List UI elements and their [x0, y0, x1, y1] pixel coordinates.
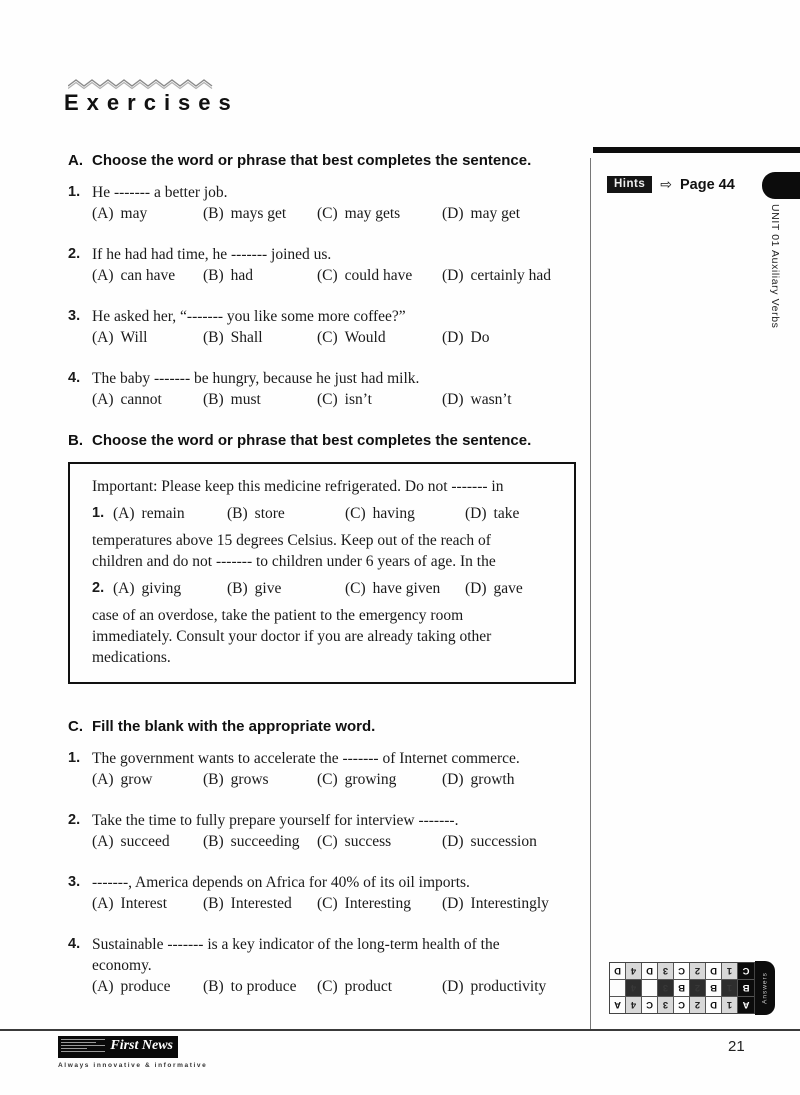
question-text — [92, 182, 228, 203]
section-B — [68, 430, 576, 684]
option-D — [442, 893, 576, 914]
question-text-line — [68, 368, 576, 389]
option-C — [317, 265, 442, 286]
passage-line: medications. — [92, 649, 171, 666]
question — [68, 810, 576, 852]
option-C — [317, 389, 442, 410]
sidebar-top-rule — [593, 147, 800, 153]
answer-cell: 1 — [722, 963, 737, 979]
section-heading — [68, 430, 576, 451]
question-number: 2. — [68, 812, 81, 828]
option-text: growing — [344, 771, 397, 788]
option-text: Interesting — [344, 895, 411, 912]
answer-cell: 1 — [722, 997, 737, 1013]
option-letter: (C) — [317, 391, 338, 408]
question-number: 1. — [92, 505, 105, 521]
hints-page-ref: Page 44 — [679, 176, 735, 193]
option-letter: (D) — [442, 833, 464, 850]
option-text: store — [254, 505, 285, 522]
options-row — [113, 578, 560, 599]
question-text — [92, 748, 520, 769]
option-text: success — [344, 833, 392, 850]
option-text: Do — [470, 329, 490, 346]
question-text-line-1: The government wants to accelerate the ------- of Internet commerce. — [92, 750, 520, 767]
option-letter: (D) — [442, 205, 464, 222]
option-text: could have — [344, 267, 413, 284]
option-text: growth — [470, 771, 515, 788]
option-letter: (B) — [227, 505, 248, 522]
answer-cell: B — [674, 980, 689, 996]
option-text: productivity — [470, 978, 547, 995]
sidebar-divider — [590, 158, 591, 1030]
option-letter: (C) — [317, 833, 338, 850]
option-letter: (A) — [92, 895, 114, 912]
option-letter: (C) — [345, 580, 366, 597]
option-letter: (A) — [92, 771, 114, 788]
option-letter: (D) — [465, 505, 487, 522]
answer-cell: D — [610, 963, 625, 979]
option-letter: (A) — [113, 580, 135, 597]
section-C — [68, 716, 576, 997]
answer-cell: 3 — [658, 997, 673, 1013]
options-indent — [92, 831, 576, 852]
question — [68, 244, 576, 286]
section-A — [68, 150, 576, 410]
passage-line: case of an overdose, take the patient to the emergency room — [92, 607, 464, 624]
options-indent — [92, 203, 576, 224]
answer-cell: 4 — [626, 980, 641, 996]
option-letter: (C) — [317, 978, 338, 995]
question-text-line-2: economy. — [92, 957, 152, 974]
option-text: remain — [141, 505, 185, 522]
question-number: 1. — [68, 750, 81, 766]
option-C — [317, 327, 442, 348]
option-A — [113, 578, 227, 599]
option-C — [317, 831, 442, 852]
option-letter: (A) — [92, 205, 114, 222]
option-text: certainly had — [470, 267, 552, 284]
option-letter: (C) — [317, 267, 338, 284]
option-text: isn’t — [344, 391, 372, 408]
publisher-logo — [58, 1036, 178, 1058]
question-number: 1. — [68, 184, 81, 200]
options-row — [92, 203, 576, 224]
option-text: Would — [344, 329, 386, 346]
answer-cell: 2 — [690, 997, 705, 1013]
footer-rule — [0, 1029, 800, 1031]
option-text: had — [230, 267, 254, 284]
option-text: have given — [372, 580, 441, 597]
answer-cell: D — [642, 963, 657, 979]
option-letter: (A) — [92, 267, 114, 284]
question-text-line — [68, 182, 576, 203]
option-text: give — [254, 580, 282, 597]
question — [68, 368, 576, 410]
option-letter: (A) — [92, 391, 114, 408]
option-text: Will — [120, 329, 148, 346]
question-text-line — [68, 244, 576, 265]
option-B — [227, 503, 345, 524]
answer-key-grid — [609, 962, 755, 1014]
option-C — [317, 769, 442, 790]
question-text-line — [68, 934, 576, 976]
option-letter: (D) — [442, 978, 464, 995]
option-A — [92, 893, 203, 914]
hints-row — [607, 176, 735, 193]
option-C — [317, 976, 442, 997]
answer-cell — [610, 980, 625, 996]
question-text-line-1: Take the time to fully prepare yourself for interview -------. — [92, 812, 459, 829]
section-title: Choose the word or phrase that best completes the sentence. — [92, 152, 532, 169]
option-letter: (D) — [442, 771, 464, 788]
question-text — [92, 368, 419, 389]
option-text: to produce — [230, 978, 297, 995]
question — [68, 872, 576, 914]
option-letter: (D) — [465, 580, 487, 597]
question-number: 3. — [68, 874, 81, 890]
option-letter: (C) — [345, 505, 366, 522]
option-D — [442, 327, 576, 348]
option-D — [465, 578, 560, 599]
section-title: Fill the blank with the appropriate word. — [92, 718, 376, 735]
option-B — [203, 831, 317, 852]
option-D — [442, 203, 576, 224]
option-C — [317, 203, 442, 224]
option-A — [92, 831, 203, 852]
answer-cell — [642, 980, 657, 996]
option-text: Interested — [230, 895, 292, 912]
options-row — [92, 327, 576, 348]
option-letter: (B) — [227, 580, 248, 597]
question-text-line-1: He ------- a better job. — [92, 184, 228, 201]
exercise-content — [68, 150, 576, 1017]
passage-text — [92, 476, 560, 497]
option-letter: (C) — [317, 771, 338, 788]
options-indent — [92, 769, 576, 790]
question-text-line — [68, 748, 576, 769]
question-text-line — [68, 306, 576, 327]
options-row — [113, 503, 560, 524]
answer-key-tab-label: Answers — [761, 972, 769, 1004]
option-letter: (D) — [442, 329, 464, 346]
option-text: take — [493, 505, 520, 522]
question-text-line-1: If he had had time, he ------- joined us. — [92, 246, 332, 263]
option-letter: (D) — [442, 267, 464, 284]
option-letter: (A) — [92, 978, 114, 995]
option-text: grow — [120, 771, 153, 788]
option-letter: (B) — [203, 895, 224, 912]
option-letter: (A) — [113, 505, 135, 522]
question-text-line — [68, 872, 576, 893]
option-text: may — [120, 205, 148, 222]
option-text: succeed — [120, 833, 170, 850]
option-text: cannot — [120, 391, 162, 408]
option-text: Shall — [230, 329, 263, 346]
passage-line: temperatures above 15 degrees Celsius. Keep out of the reach of — [92, 532, 491, 549]
option-text: grows — [230, 771, 269, 788]
answer-key-tab — [755, 961, 775, 1015]
option-letter: (B) — [203, 329, 224, 346]
option-letter: (B) — [203, 833, 224, 850]
answer-cell: C — [674, 997, 689, 1013]
answer-cell: 4 — [626, 963, 641, 979]
option-text: product — [344, 978, 393, 995]
option-B — [203, 327, 317, 348]
option-text: can have — [120, 267, 176, 284]
answer-cell: D — [706, 997, 721, 1013]
question-text — [92, 872, 470, 893]
answer-cell: 1 — [722, 980, 737, 996]
question-number: 4. — [68, 370, 81, 386]
question-number: 2. — [68, 246, 81, 262]
page-number: 21 — [728, 1038, 745, 1055]
question-number: 3. — [68, 308, 81, 324]
option-A — [92, 327, 203, 348]
option-letter: (D) — [442, 895, 464, 912]
question-text-line-1: The baby ------- be hungry, because he just had milk. — [92, 370, 420, 387]
passage-text — [92, 605, 560, 668]
options-row — [92, 265, 576, 286]
option-text: giving — [141, 580, 182, 597]
passage-line: immediately. Consult your doctor if you are already taking other — [92, 628, 492, 645]
question-text-line-1: Sustainable ------- is a key indicator of the long-term health of the — [92, 936, 500, 953]
page-title: Exercises — [64, 90, 239, 115]
option-text: may gets — [344, 205, 401, 222]
passage-line: children and do not ------- to children under 6 years of age. In the — [92, 553, 496, 570]
passage-text — [92, 530, 560, 572]
option-text: Interest — [120, 895, 168, 912]
answer-key — [609, 961, 775, 1015]
options-indent — [92, 389, 576, 410]
option-B — [203, 893, 317, 914]
option-C — [345, 578, 465, 599]
option-B — [203, 976, 317, 997]
option-C — [317, 893, 442, 914]
section-heading — [68, 150, 576, 171]
option-A — [92, 389, 203, 410]
option-A — [92, 265, 203, 286]
options-indent — [92, 265, 576, 286]
option-C — [345, 503, 465, 524]
answer-cell: 2 — [690, 963, 705, 979]
option-text: may get — [470, 205, 521, 222]
option-text: wasn’t — [470, 391, 512, 408]
hints-badge: Hints — [607, 176, 652, 193]
option-A — [92, 203, 203, 224]
question-number: 2. — [92, 580, 105, 596]
question-text — [92, 244, 331, 265]
option-text: Interestingly — [470, 895, 549, 912]
option-letter: (A) — [92, 329, 114, 346]
option-B — [203, 389, 317, 410]
option-letter: (D) — [442, 391, 464, 408]
passage-box — [68, 462, 576, 684]
option-text: succeeding — [230, 833, 300, 850]
options-indent — [92, 976, 576, 997]
option-text: gave — [493, 580, 523, 597]
question — [68, 182, 576, 224]
option-A — [92, 769, 203, 790]
section-letter: C. — [68, 718, 83, 735]
option-B — [227, 578, 345, 599]
question — [68, 748, 576, 790]
option-text: succession — [470, 833, 537, 850]
passage-line: Important: Please keep this medicine refrigerated. Do not ------- in — [92, 478, 504, 495]
option-D — [442, 976, 576, 997]
options-row — [92, 831, 576, 852]
option-A — [92, 976, 203, 997]
answer-row-letter: A — [738, 997, 754, 1013]
answer-cell: D — [706, 963, 721, 979]
option-letter: (A) — [92, 833, 114, 850]
option-letter: (B) — [203, 267, 224, 284]
option-D — [442, 831, 576, 852]
answer-cell: A — [610, 997, 625, 1013]
option-text: having — [372, 505, 415, 522]
section-title: Choose the word or phrase that best completes the sentence. — [92, 432, 532, 449]
option-letter: (B) — [203, 205, 224, 222]
question-text-line — [68, 810, 576, 831]
unit-tab — [762, 172, 800, 199]
options-row — [92, 893, 576, 914]
answer-cell: 3 — [658, 963, 673, 979]
options-indent — [92, 327, 576, 348]
option-B — [203, 265, 317, 286]
options-row — [92, 976, 576, 997]
option-text: produce — [120, 978, 171, 995]
option-D — [442, 389, 576, 410]
question-text-line-1: He asked her, “------- you like some more coffee?” — [92, 308, 406, 325]
question-text — [92, 810, 458, 831]
section-letter: A. — [68, 152, 83, 169]
option-letter: (B) — [203, 978, 224, 995]
options-row — [92, 389, 576, 410]
option-D — [465, 503, 560, 524]
unit-label: UNIT 01 Auxiliary Verbs — [769, 204, 781, 329]
option-D — [442, 769, 576, 790]
zigzag-decoration — [68, 78, 218, 90]
answer-cell: C — [674, 963, 689, 979]
question-text — [92, 306, 406, 327]
option-letter: (C) — [317, 205, 338, 222]
question — [68, 306, 576, 348]
answer-row-letter: B — [738, 980, 754, 996]
section-letter: B. — [68, 432, 83, 449]
section-heading — [68, 716, 576, 737]
question-number: 4. — [68, 936, 81, 952]
answer-row-letter: C — [738, 963, 754, 979]
question-text — [92, 934, 500, 976]
logo-lines — [61, 1039, 105, 1052]
option-letter: (C) — [317, 895, 338, 912]
logo-text: First News — [110, 1038, 173, 1053]
option-B — [203, 203, 317, 224]
arrow-right-icon: ⇨ — [660, 176, 672, 193]
option-text: mays get — [230, 205, 287, 222]
passage-question — [92, 578, 560, 599]
answer-cell: 3 — [658, 980, 673, 996]
answer-cell: 2 — [690, 980, 705, 996]
answer-cell: 4 — [626, 997, 641, 1013]
answer-cell: C — [642, 997, 657, 1013]
option-B — [203, 769, 317, 790]
option-letter: (B) — [203, 771, 224, 788]
publisher-tagline: Always innovative & informative — [58, 1062, 208, 1069]
options-row — [92, 769, 576, 790]
question-text-line-1: -------, America depends on Africa for 40% of its oil imports. — [92, 874, 470, 891]
question — [68, 934, 576, 997]
options-indent — [92, 893, 576, 914]
option-letter: (C) — [317, 329, 338, 346]
option-D — [442, 265, 576, 286]
option-letter: (B) — [203, 391, 224, 408]
passage-question — [92, 503, 560, 524]
option-text: must — [230, 391, 261, 408]
answer-cell: B — [706, 980, 721, 996]
option-A — [113, 503, 227, 524]
